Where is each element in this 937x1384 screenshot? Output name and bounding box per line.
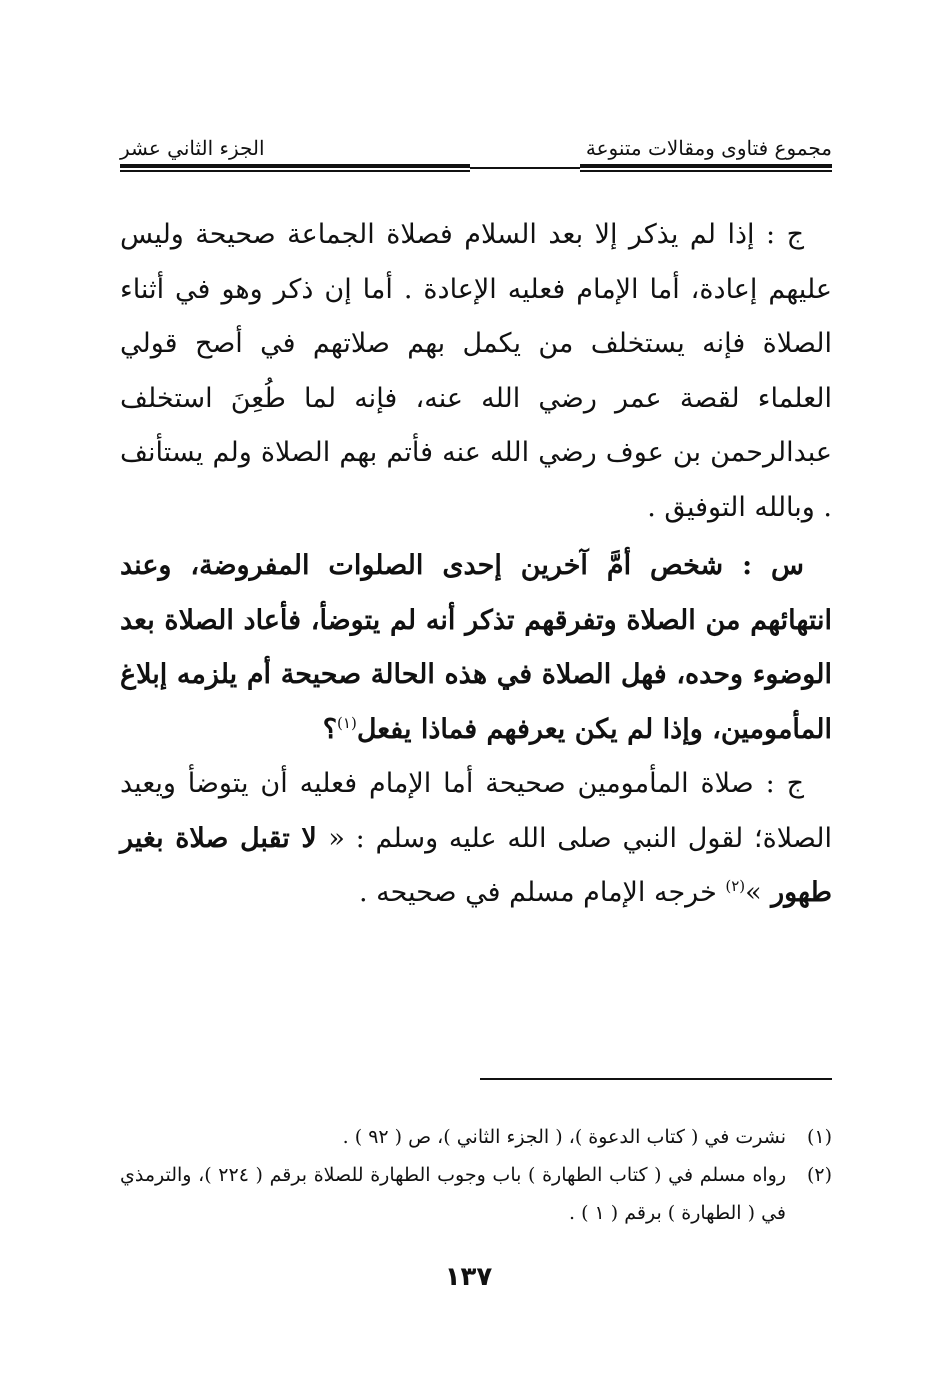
volume-label: الجزء الثاني عشر <box>120 136 265 160</box>
answer-1-text: ج : إذا لم يذكر إلا بعد السلام فصلاة الجماعة صحيحة وليس عليهم إعادة، أما الإمام فعليه الإعادة . أما إن ذكر وهو في أثناء الصلاة فإنه يستخلف من يكمل بهم صلاتهم في أصح قولي العلماء لقصة عمر رضي الله عنه، فإنه لما طُعِنَ استخلف عبدالرحمن بن عوف رضي الله عنه فأتم بهم الصلاة ولم يستأنف . وبالله التوفيق . <box>120 219 832 523</box>
page-body <box>120 208 832 921</box>
footnotes <box>120 1118 832 1232</box>
question-text: س : شخص أمَّ آخرين إحدى الصلوات المفروضة، وعند انتهائهم من الصلاة وتفرقهم تذكر أنه لم يتوضأ، فأعاد الصلاة بعد الوضوء وحده، فهل الصلاة في هذه الحالة صحيحة أم يلزمه إبلاغ المأمومين، وإذا لم يكن يعرفهم فماذا يفعل <box>120 550 832 745</box>
book-title: مجموع فتاوى ومقالات متنوعة <box>585 136 832 160</box>
running-header <box>120 126 832 166</box>
hadith-close-quote: » <box>745 877 762 908</box>
answer-2-text-before: ج : صلاة المأمومين صحيحة أما الإمام فعليه أن يتوضأ ويعيد الصلاة؛ لقول النبي صلى الله عليه وسلم : « <box>120 768 832 854</box>
footnote-1-number: (١) <box>806 1126 832 1148</box>
answer-paragraph-1 <box>120 208 832 535</box>
footnote-separator <box>480 1078 832 1080</box>
header-rule-ornament <box>470 167 580 169</box>
hadith-quote: لا تقبل صلاة بغير طهور <box>120 822 832 908</box>
footnote-2-number: (٢) <box>806 1164 832 1186</box>
question-paragraph <box>120 539 832 757</box>
question-mark: ؟ <box>322 713 338 745</box>
footnote-ref-2: (٢) <box>725 877 746 895</box>
footnote-2 <box>120 1156 832 1232</box>
answer-paragraph-2 <box>120 757 832 921</box>
answer-2-text-after: خرجه الإمام مسلم في صحيحه . <box>358 877 726 908</box>
page-number: ١٣٧ <box>444 1262 493 1292</box>
footnote-ref-1: (١) <box>337 713 357 732</box>
footnote-2-text: رواه مسلم في ( كتاب الطهارة ) باب وجوب الطهارة للصلاة برقم ( ٢٢٤ )، والترمذي في ( الطهارة ) برقم ( ١ ) . <box>120 1164 786 1224</box>
footnote-1-text: نشرت في ( كتاب الدعوة )، ( الجزء الثاني )، ص ( ٩٢ ) . <box>342 1126 786 1148</box>
footnote-1 <box>120 1118 832 1156</box>
